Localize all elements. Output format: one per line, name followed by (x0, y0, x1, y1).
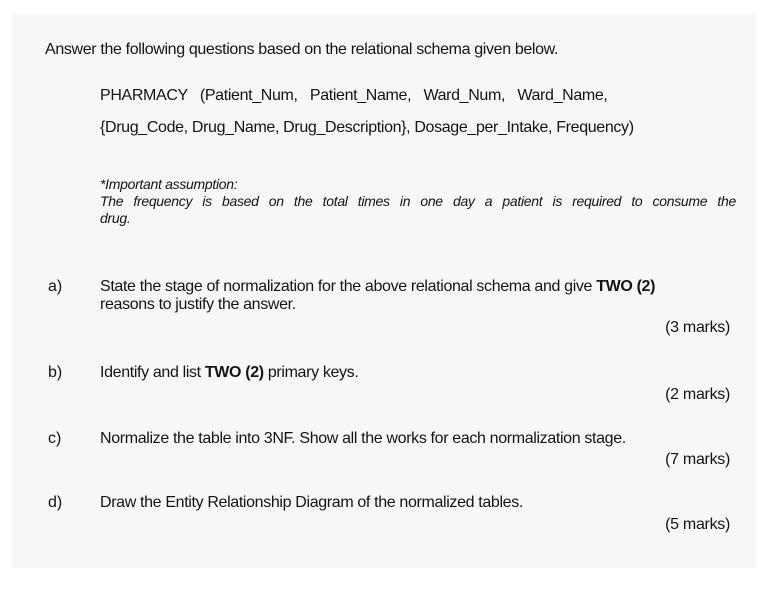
question-a-text: State the stage of normalization for the above relational schema and give (100, 278, 597, 295)
schema-line-2: {Drug_Code, Drug_Name, Drug_Description}, Dosage_per_Intake, Frequency) (100, 119, 634, 136)
question-b-line (100, 363, 358, 382)
question-b-marks: (2 marks) (665, 386, 730, 403)
assumption-title: *Important assumption: (100, 176, 238, 192)
question-d-marks: (5 marks) (665, 516, 730, 533)
intro-text: Answer the following questions based on the relational schema given below. (45, 41, 559, 58)
question-a-line-1 (100, 277, 655, 296)
schema-line-1: PHARMACY (Patient_Num, Patient_Name, Ward_Num, Ward_Name, (100, 87, 608, 104)
question-a-marks: (3 marks) (665, 319, 730, 336)
question-d-text: Draw the Entity Relationship Diagram of the normalized tables. (100, 494, 523, 511)
question-c-marks: (7 marks) (665, 451, 730, 468)
question-b-text-post: primary keys. (263, 364, 359, 381)
question-b-emphasis: TWO (2) (204, 364, 264, 381)
question-a-label: a) (48, 278, 63, 295)
question-a-emphasis: TWO (2) (596, 278, 656, 295)
question-c-text: Normalize the table into 3NF. Show all the works for each normalization stage. (100, 430, 626, 447)
question-b-text-pre: Identify and list (100, 364, 205, 381)
question-c-label: c) (48, 430, 62, 447)
question-a-line-2: reasons to justify the answer. (100, 296, 296, 313)
assumption-line-2: drug. (100, 210, 131, 226)
question-d-label: d) (48, 494, 63, 511)
question-b-label: b) (48, 364, 63, 381)
assumption-line-1: The frequency is based on the total times in one day a patient is required to consume the (100, 193, 736, 209)
